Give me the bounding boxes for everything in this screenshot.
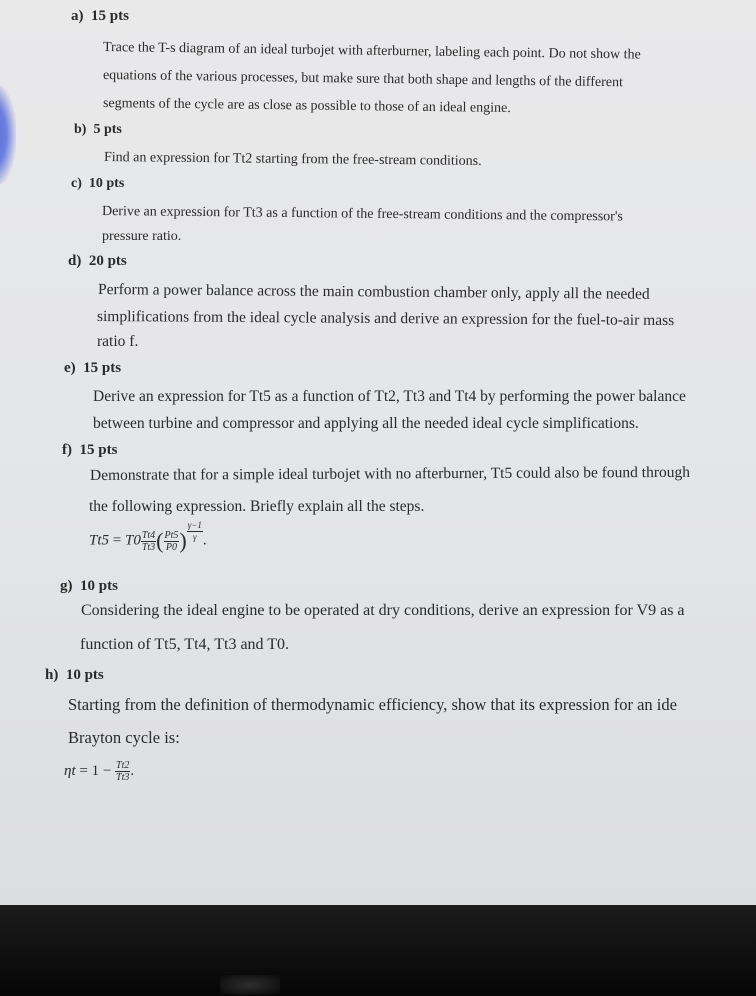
part-a-line-1: Trace the T-s diagram of an ideal turbojet with afterburner, labeling each point. Do not show the <box>102 40 641 63</box>
part-g-line-2: function of Tt5, Tt4, Tt3 and T0. <box>80 636 290 653</box>
part-e-line-1: Derive an expression for Tt5 as a function of Tt2, Tt3 and Tt4 by performing the power balance <box>93 388 686 405</box>
part-a-line-3: segments of the cycle are as close as possible to those of an ideal engine. <box>102 96 511 116</box>
formula-h-frac: $\frac{Tt2}{Tt3}$ <box>116 760 130 783</box>
formula-h-lhs: ηt <box>64 762 76 779</box>
formula-h: ηt = 1 − $\frac{Tt2}{Tt3}$ . <box>64 760 135 783</box>
part-d-line-3: ratio f. <box>97 333 139 350</box>
part-c-line-1: Derive an expression for Tt3 as a function of the free-stream conditions and the compressor's <box>101 204 623 225</box>
formula-f-lhs: Tt5 <box>89 532 110 549</box>
part-a-line-2: equations of the various processes, but make sure that both shape and lengths of the different <box>102 68 623 91</box>
part-f-line-1: Demonstrate that for a simple ideal turbojet with no afterburner, Tt5 could also be found through <box>89 463 691 484</box>
formula-h-eq: = 1 − <box>79 762 112 779</box>
part-e-header: e) 15 pts <box>64 360 122 376</box>
part-b-line-1: Find an expression for Tt2 starting from the free-stream conditions. <box>103 150 482 169</box>
formula-f-eq: = <box>112 532 122 549</box>
part-g-line-1: Considering the ideal engine to be operated at dry conditions, derive an expression for V9 as a <box>81 602 685 619</box>
part-f-header: f) 15 pts <box>62 442 118 458</box>
part-e-line-2: between turbine and compressor and applying all the needed ideal cycle simplifications. <box>93 415 639 432</box>
bottom-smudge <box>220 975 280 995</box>
formula-f-exponent: $\frac{\gamma-1}{\gamma}$ <box>187 520 202 542</box>
part-b-header: b) 5 pts <box>74 122 122 137</box>
part-d-header: d) 20 pts <box>68 253 127 269</box>
finger-shadow <box>0 80 16 190</box>
part-c-line-2: pressure ratio. <box>102 229 182 244</box>
part-h-line-2: Brayton cycle is: <box>68 728 180 747</box>
formula-f: Tt5 = T0 $\frac{Tt4}{Tt3}$ ( $\frac{Pt5}{P0}$ ) $\frac{\gamma-1}{\gamma}$ . <box>89 520 207 553</box>
part-d-line-2: simplifications from the ideal cycle analysis and derive an expression for the fuel-to-air mass <box>96 308 675 330</box>
part-f-line-2: the following expression. Briefly explain all the steps. <box>89 498 425 515</box>
part-d-line-1: Perform a power balance across the main combustion chamber only, apply all the needed <box>97 281 650 303</box>
formula-f-frac-pressure: $\frac{Pt5}{P0}$ <box>164 529 179 553</box>
part-c-header: c) 10 pts <box>71 176 125 191</box>
formula-f-t0: T0 <box>124 532 141 549</box>
bottom-shadow <box>0 905 756 996</box>
formula-f-frac-temp: $\frac{Tt4}{Tt3}$ <box>141 529 156 553</box>
part-h-line-1: Starting from the definition of thermodynamic efficiency, show that its expression for an ide <box>68 695 677 714</box>
part-a-header: a) 15 pts <box>71 8 129 24</box>
part-h-header: h) 10 pts <box>45 667 104 683</box>
part-g-header: g) 10 pts <box>60 578 118 594</box>
